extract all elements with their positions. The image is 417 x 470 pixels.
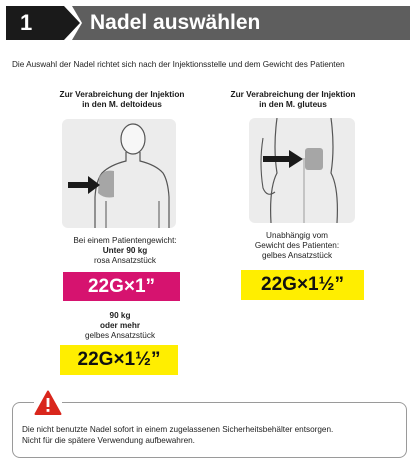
gluteus-caption-line2: Gewicht des Patienten: bbox=[254, 241, 340, 250]
gluteus-body-icon bbox=[249, 118, 355, 223]
gluteus-heading-line2: in den M. gluteus bbox=[259, 99, 327, 109]
gluteus-caption-line3: gelbes Ansatzstück bbox=[261, 251, 333, 260]
warning-line1: Die nicht benutzte Nadel sofort in einem zugelassenen Sicherheitsbehälter entsorgen. bbox=[22, 425, 334, 434]
gluteus-weight-caption bbox=[212, 231, 382, 261]
deltoid-weight-caption bbox=[40, 236, 210, 266]
warning-text bbox=[22, 424, 402, 446]
intro-text: Die Auswahl der Nadel richtet sich nach der Injektionsstelle und dem Gewicht des Patienten bbox=[12, 60, 345, 69]
deltoid-caption-line2: Unter 90 kg bbox=[102, 246, 148, 255]
warning-triangle-icon bbox=[34, 390, 62, 416]
step-title: Nadel auswählen bbox=[90, 11, 261, 34]
deltoid-caption-line1: Bei einem Patientengewicht: bbox=[73, 236, 177, 245]
step-number: 1 bbox=[6, 6, 64, 40]
heavy-caption-line1: 90 kg bbox=[109, 311, 131, 320]
needle-label-yellow-deltoid: 22G×1½” bbox=[60, 345, 178, 375]
deltoid-body-icon bbox=[62, 119, 176, 228]
heavy-caption-line2: oder mehr bbox=[99, 321, 141, 330]
deltoid-illustration bbox=[62, 119, 176, 228]
deltoid-heading-line1: Zur Verabreichung der Injektion bbox=[59, 89, 185, 99]
step-header bbox=[6, 6, 410, 40]
gluteus-heading-line1: Zur Verabreichung der Injektion bbox=[230, 89, 356, 99]
warning-line2: Nicht für die spätere Verwendung aufbewahren. bbox=[22, 436, 195, 445]
gluteus-heading bbox=[208, 89, 378, 109]
needle-label-pink: 22G×1” bbox=[63, 272, 180, 301]
needle-label-yellow-gluteus: 22G×1½” bbox=[241, 270, 364, 300]
deltoid-heading bbox=[42, 89, 202, 109]
deltoid-caption-line3: rosa Ansatzstück bbox=[94, 256, 156, 265]
deltoid-heavy-caption bbox=[60, 311, 180, 341]
heavy-caption-line3: gelbes Ansatzstück bbox=[84, 331, 156, 340]
deltoid-heading-line2: in den M. deltoideus bbox=[82, 99, 162, 109]
gluteus-illustration bbox=[249, 118, 355, 223]
gluteus-caption-line1: Unabhängig vom bbox=[266, 231, 328, 240]
